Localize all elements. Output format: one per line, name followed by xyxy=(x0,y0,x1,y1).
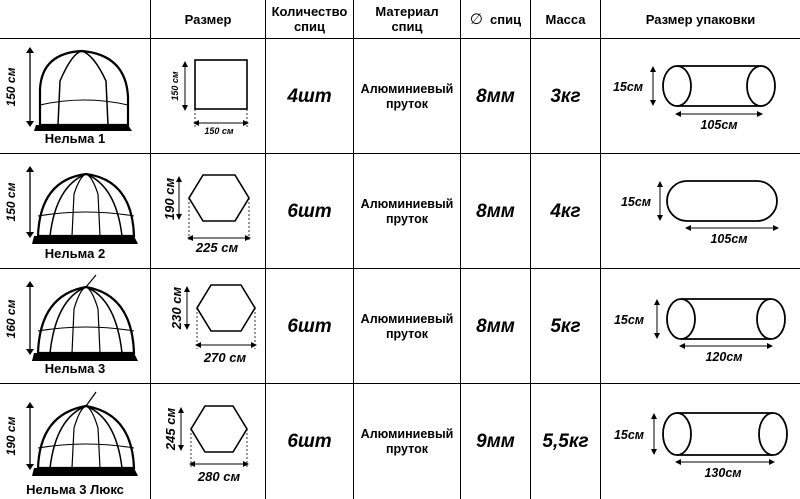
tent-height-label: 150 см xyxy=(4,182,18,222)
pack-diameter-label: 15см xyxy=(613,313,645,327)
header-pack-size: Размер упаковки xyxy=(645,11,756,27)
mass: 4кг xyxy=(550,200,581,222)
material-line1: Алюминиевый xyxy=(360,426,454,441)
tent-name: Нельма 3 xyxy=(44,361,106,376)
mass: 5кг xyxy=(550,315,581,337)
tent-name: Нельма 3 Люкс xyxy=(26,482,124,497)
header-material xyxy=(354,0,460,38)
header-diameter xyxy=(461,0,530,38)
pack-diameter-label: 15см xyxy=(613,428,645,442)
floor-side-b-label: 150 см xyxy=(204,126,234,136)
spokes-count: 6шт xyxy=(287,200,332,222)
header-size: Размер xyxy=(184,11,232,27)
floor-side-a-label: 245 см xyxy=(163,407,178,451)
material-line1: Алюминиевый xyxy=(360,196,454,211)
mass: 3кг xyxy=(550,85,581,107)
tent-height-label: 150 см xyxy=(4,67,18,107)
header-mass: Масса xyxy=(545,11,586,27)
floor-hexagon-icon xyxy=(151,384,265,499)
material xyxy=(354,39,460,154)
spokes-count: 6шт xyxy=(287,315,332,337)
floor-hexagon-icon xyxy=(151,154,265,269)
spoke-diameter: 8мм xyxy=(476,200,515,222)
pack-diameter-label: 15см xyxy=(620,195,652,209)
tent-name: Нельма 1 xyxy=(44,131,106,146)
tent-name: Нельма 2 xyxy=(44,246,106,261)
material xyxy=(354,269,460,384)
spoke-diameter: 8мм xyxy=(476,315,515,337)
pack-diameter-label: 15см xyxy=(612,80,644,94)
material xyxy=(354,384,460,499)
header-diameter-label: спиц xyxy=(490,11,522,27)
material-line2: пруток xyxy=(386,326,428,341)
floor-side-b-label: 280 см xyxy=(197,469,241,484)
pack-length-label: 120см xyxy=(705,350,743,364)
pack-length-label: 105см xyxy=(710,232,748,246)
header-spokes-count xyxy=(266,0,353,38)
tent-height-label: 160 см xyxy=(4,299,18,339)
floor-square-icon xyxy=(151,39,265,154)
material-line2: пруток xyxy=(386,96,428,111)
pack-cylinder-icon xyxy=(601,384,800,499)
mass: 5,5кг xyxy=(542,430,589,452)
diameter-icon: ∅ xyxy=(469,10,483,28)
floor-side-a-label: 190 см xyxy=(162,177,177,221)
material-line2: пруток xyxy=(386,441,428,456)
header-material-line1: Материал xyxy=(375,4,439,19)
pack-length-label: 105см xyxy=(700,118,738,132)
floor-side-a-label: 150 см xyxy=(170,71,180,101)
floor-side-b-label: 270 см xyxy=(203,350,247,365)
header-material-line2: спиц xyxy=(391,19,423,34)
material-line1: Алюминиевый xyxy=(360,81,454,96)
material xyxy=(354,154,460,269)
spokes-count: 4шт xyxy=(287,85,332,107)
floor-hexagon-icon xyxy=(151,269,265,384)
material-line2: пруток xyxy=(386,211,428,226)
material-line1: Алюминиевый xyxy=(360,311,454,326)
spokes-count: 6шт xyxy=(287,430,332,452)
pack-cylinder-icon xyxy=(601,269,800,384)
floor-side-a-label: 230 см xyxy=(169,286,184,330)
spoke-diameter: 8мм xyxy=(476,85,515,107)
header-spokes-count-line2: спиц xyxy=(293,19,326,34)
floor-side-b-label: 225 см xyxy=(195,240,239,255)
pack-cylinder-icon xyxy=(601,154,800,269)
spoke-diameter: 9мм xyxy=(476,430,515,452)
pack-length-label: 130см xyxy=(704,466,742,480)
tent-height-label: 190 см xyxy=(4,416,18,456)
pack-cylinder-icon xyxy=(601,39,800,154)
header-spokes-count-line1: Количество xyxy=(271,4,348,19)
